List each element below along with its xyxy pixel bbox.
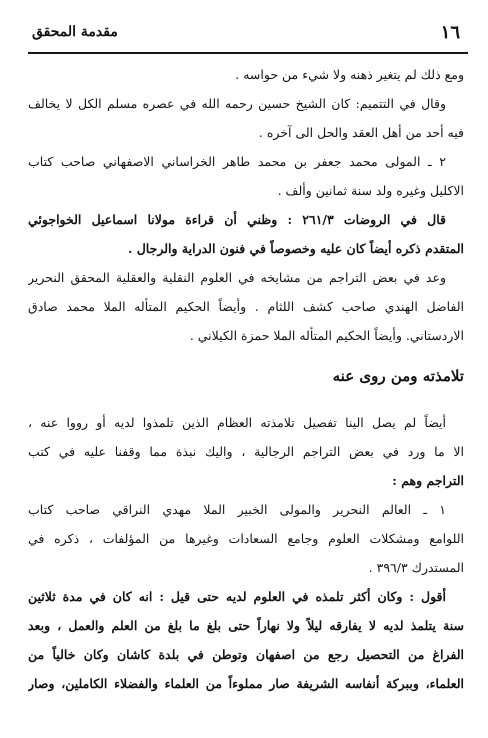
text-line: فيه أحد من أهل العقد والحل الى آخره . bbox=[258, 125, 464, 140]
text-line: ١ ـ العالم النحرير والمولى الخبير الملا مهدي النراقي صاحب كتاب bbox=[28, 502, 446, 517]
text-line: أيضاً لم يصل الينا تفصيل تلامذته العظام الذين تلمذوا لديه أو رووا عنه ، bbox=[28, 415, 446, 430]
text-line: وقال في التتميم: كان الشيخ حسين رحمه الله في عصره مسلم الكل لا يخالف bbox=[28, 96, 446, 111]
header-rule bbox=[28, 52, 468, 54]
text-line: سنة يتلمذ لديه لا يفارقه ليلاً ولا نهاراً حتى بلغ ما بلغ من العلم والعمل ، وبعد bbox=[28, 618, 464, 633]
text-line: الاردستاني. وأيضاً الحكيم المتأله الملا حمزة الكيلاني . bbox=[189, 328, 464, 343]
text-line: ٢ ـ المولى محمد جعفر بن محمد طاهر الخراساني الاصفهاني صاحب كتاب bbox=[28, 154, 446, 169]
text-line: وعد في بعض التراجم من مشايخه في العلوم النقلية والعقلية المحقق النحرير bbox=[28, 270, 446, 285]
running-head: مقدمة المحقق bbox=[32, 24, 118, 40]
text-line: العلماء، وببركة أنفاسه الشريفة صار مملوءاً من العلماء والفضلاء الكاملين، وصار bbox=[28, 676, 464, 691]
page-number: ١٦ bbox=[440, 22, 460, 43]
text-line: الا ما ورد في بعض التراجم الرجالية ، واليك نبذة مما وقفنا عليه في كتب bbox=[28, 444, 464, 459]
text-line: قال في الروضات ٢٦١/٣ : وظني أن قراءة مولانا اسماعيل الخواجوئي bbox=[28, 212, 446, 227]
body-text bbox=[28, 60, 464, 698]
text-line: الفاضل الهندي صاحب كشف اللثام . وأيضاً الحكيم المتأله الملا محمد صادق bbox=[28, 299, 464, 314]
text-line: ومع ذلك لم يتغير ذهنه ولا شيء من حواسه . bbox=[235, 67, 464, 82]
text-line: الفراغ من التحصيل رجع من اصفهان وتوطن في بلدة كاشان وكان خالياً من bbox=[28, 647, 464, 662]
section-heading: تلامذته ومن روى عنه bbox=[332, 367, 464, 385]
text-line: الاكليل وغيره ولد سنة ثمانين وألف . bbox=[277, 183, 464, 198]
text-line: اللوامع ومشكلات العلوم وجامع السعادات وغيرها من المؤلفات ، ذكره في bbox=[28, 531, 464, 546]
text-line: أقول : وكان أكثر تلمذه في العلوم لديه حتى قيل : انه كان في مدة ثلاثين bbox=[28, 589, 446, 604]
text-line: المتقدم ذكره أيضاً كان عليه وخصوصاً في فنون الدراية والرجال . bbox=[128, 241, 464, 256]
page-header bbox=[30, 22, 464, 46]
text-line: المستدرك ٣٩٦/٣ . bbox=[368, 560, 464, 575]
text-line: التراجم وهم : bbox=[392, 473, 464, 488]
